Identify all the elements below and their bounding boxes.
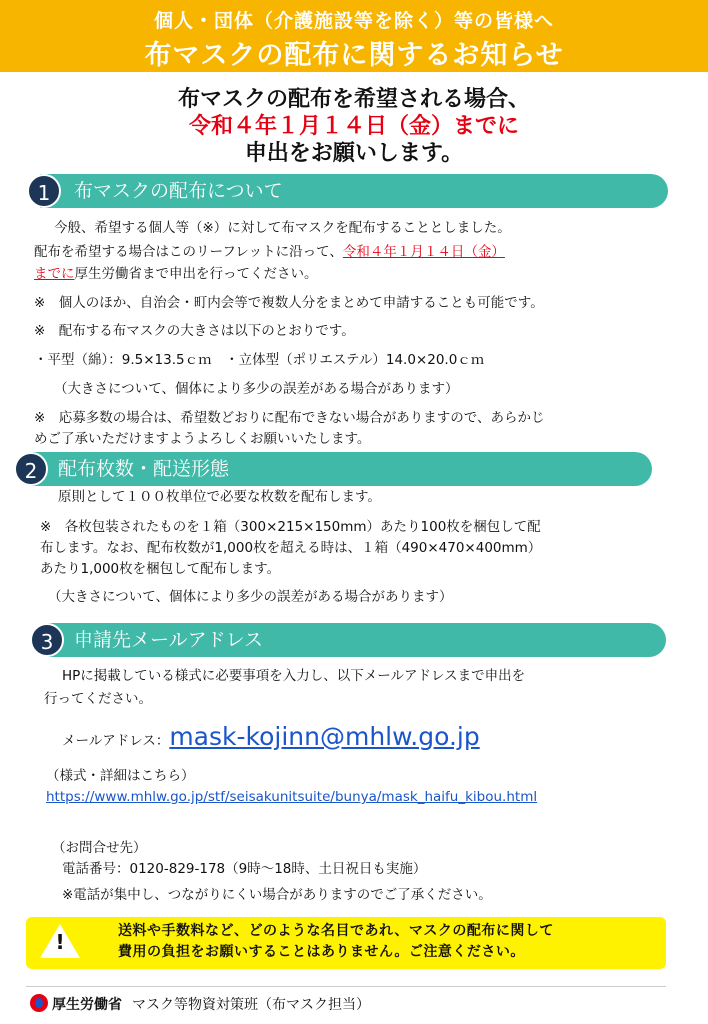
s2-note-1c: あたり1,000枚を梱包して配布します。 [40, 561, 281, 577]
s1-note-2: ※ 配布する布マスクの大きさは以下のとおりです。 [34, 323, 355, 339]
warning-line-2: 費用の負担をお願いすることはありません。ご注意ください。 [118, 944, 525, 960]
banner-subtitle: 個人・団体（介護施設等を除く）等の皆様へ [153, 10, 554, 32]
s1-paragraph-1b: 配布を希望する場合はこのリーフレットに沿って、令和４年１月１４日（金） [34, 244, 505, 260]
contact-note: ※電話が集中し、つながりにくい場合がありますのでご了承ください。 [62, 887, 492, 903]
s3-mail-row [62, 722, 480, 756]
s2-size-note: （大きさについて、個体により多少の誤差がある場合があります） [48, 589, 453, 605]
contact-phone: 電話番号：0120-829-178（9時～18時、土日祝日も実施） [62, 861, 427, 877]
section-3-number: 3 [30, 623, 64, 657]
section-2-title: 配布枚数・配送形態 [58, 458, 230, 480]
footer [30, 994, 370, 1015]
s1-paragraph-1a: 今般、希望する個人等（※）に対して布マスクを配布することとしました。 [54, 220, 511, 236]
mail-address-link[interactable]: mask-kojinn@mhlw.go.jp [169, 722, 480, 751]
contact-label: （お問合せ先） [52, 840, 147, 856]
warning-exclamation: ! [55, 930, 65, 954]
headline-line-3: 申出をお願いします。 [244, 141, 464, 166]
section-1-number: 1 [27, 174, 61, 208]
section-3-title: 申請先メールアドレス [74, 629, 264, 651]
s2-note-1b: 布します。なお、配布枚数が1,000枚を超える時は、１箱（490×470×400mm） [40, 540, 542, 556]
s1-deadline-1: 令和４年１月１４日（金） [342, 244, 505, 260]
headline-line-1: 布マスクの配布を希望される場合、 [177, 87, 530, 112]
footer-org: 厚生労働省 [52, 997, 122, 1013]
headline-deadline: 令和４年１月１４日（金）までに [188, 114, 519, 139]
warning-text [118, 921, 554, 963]
mail-label: メールアドレス： [62, 733, 170, 749]
s2-paragraph-1: 原則として１００枚単位で必要な枚数を配布します。 [58, 489, 381, 505]
top-banner [0, 0, 708, 72]
section-3-header [48, 623, 666, 657]
s3-paragraph-1a: HPに掲載している様式に必要事項を入力し、以下メールアドレスまで申出を [62, 668, 526, 684]
s2-note-1a: ※ 各枚包装されたものを１箱（300×215×150mm）あたり100枚を梱包して配 [40, 519, 541, 535]
section-1-title: 布マスクの配布について [74, 180, 283, 202]
section-2-number: 2 [14, 452, 48, 486]
warning-line-1: 送料や手数料など、どのような名目であれ、マスクの配布に関して [118, 923, 554, 939]
section-2-header [30, 452, 652, 486]
s1-note-1: ※ 個人のほか、自治会・町内会等で複数人分をまとめて申請することも可能です。 [34, 295, 544, 311]
section-1-header [40, 174, 668, 208]
mhlw-logo-icon [30, 994, 48, 1012]
s1-note-3a: ※ 応募多数の場合は、希望数どおりに配布できない場合がありますので、あらかじ [34, 410, 545, 426]
banner-title: 布マスクの配布に関するお知らせ [144, 40, 564, 71]
s1-sizes-note: （大きさについて、個体により多少の誤差がある場合があります） [54, 381, 459, 397]
headline [0, 86, 708, 167]
s1-note-3b: めご了承いただけますようよろしくお願いいたします。 [34, 431, 371, 447]
s1-paragraph-1c: までに厚生労働省まで申出を行ってください。 [34, 266, 318, 282]
s1-deadline-2: までに [34, 266, 75, 282]
s3-detail-label: （様式・詳細はこちら） [46, 768, 195, 784]
s1-sizes: ・平型（綿）：9.5×13.5ｃｍ ・立体型（ポリエステル）14.0×20.0ｃｍ [34, 352, 485, 368]
footer-divider [26, 986, 666, 987]
s3-paragraph-1b: 行ってください。 [44, 691, 152, 707]
footer-dept: マスク等物資対策班（布マスク担当） [132, 997, 370, 1013]
s3-detail-url-link[interactable]: https://www.mhlw.go.jp/stf/seisakunitsuite/bunya/mask_haifu_kibou.html [46, 789, 538, 805]
